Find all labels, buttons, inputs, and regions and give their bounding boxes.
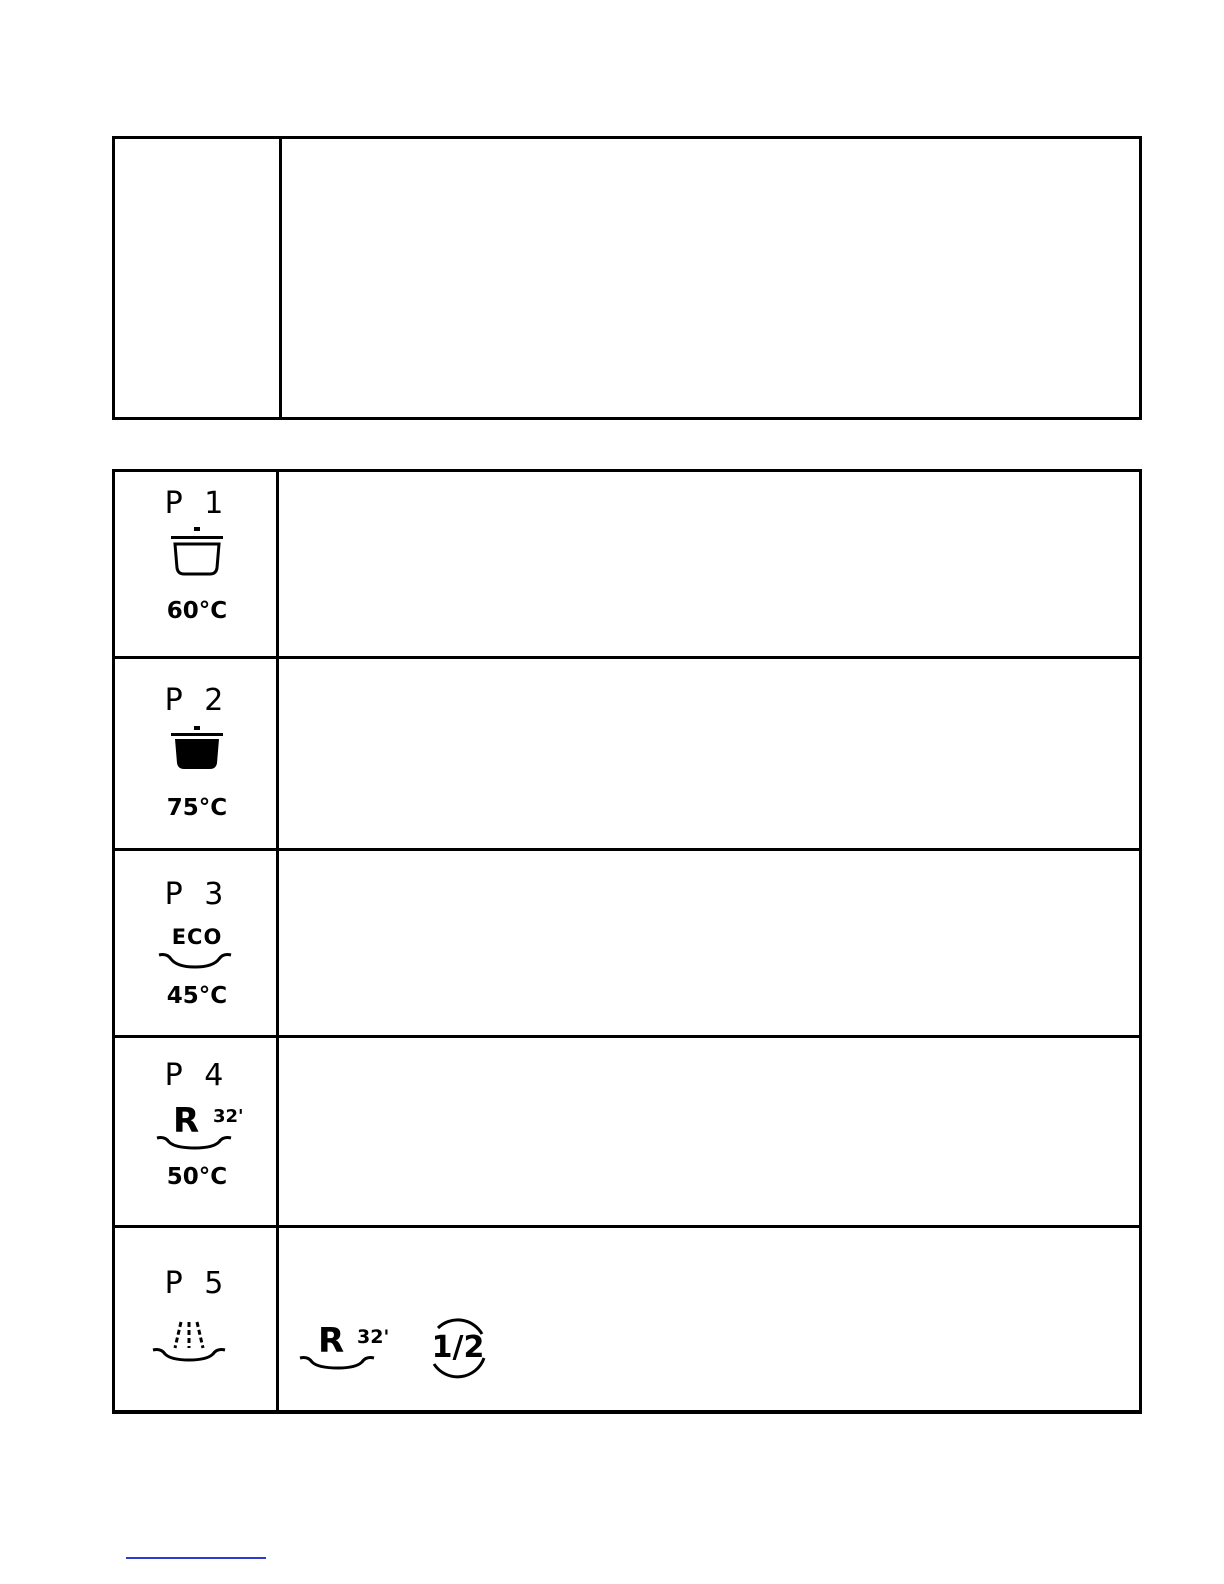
- program-label: P 2: [164, 683, 230, 718]
- program-row-p4: [115, 1038, 1139, 1228]
- program-row-p2: [115, 659, 1139, 851]
- program-description-cell: [282, 1038, 1139, 1225]
- program-temperature: 45°C: [166, 983, 228, 1009]
- program-symbol-cell: [115, 851, 279, 1035]
- program-label: P 5: [164, 1266, 230, 1301]
- program-row-p3: [115, 851, 1139, 1038]
- program-label: P 3: [164, 877, 230, 912]
- program-label: P 4: [164, 1058, 230, 1093]
- program-row-p1: [115, 472, 1139, 659]
- rapid-wave-icon: [155, 1132, 245, 1154]
- rapid-wave-icon: [298, 1352, 388, 1374]
- prewash-spray-icon: [151, 1316, 227, 1366]
- half-load-text: 1/2: [431, 1330, 485, 1365]
- header-table: [112, 136, 1142, 420]
- rapid-letter: R: [173, 1101, 200, 1141]
- eco-wave-icon: [157, 949, 233, 971]
- program-description-cell: [282, 1228, 1139, 1414]
- program-temperature: 60°C: [166, 598, 228, 624]
- rapid-time: 32': [213, 1106, 244, 1127]
- pot-filled-icon: [167, 723, 227, 779]
- program-temperature: 50°C: [166, 1164, 228, 1190]
- program-symbol-cell: [115, 659, 279, 848]
- program-table: [112, 469, 1142, 1414]
- program-symbol-cell: [115, 472, 279, 656]
- program-description-cell: [282, 659, 1139, 848]
- header-left-cell: [115, 139, 282, 417]
- footer-link-underline[interactable]: [126, 1557, 266, 1559]
- program-description-cell: [282, 851, 1139, 1035]
- program-label: P 1: [164, 486, 230, 521]
- pot-outline-icon: [167, 524, 227, 580]
- program-temperature: 75°C: [166, 795, 228, 821]
- program-symbol-cell: [115, 1038, 279, 1225]
- eco-text: ECO: [171, 925, 223, 949]
- option-rapid-letter: R: [318, 1321, 345, 1361]
- option-rapid-time: 32': [357, 1326, 390, 1348]
- program-description-cell: [282, 472, 1139, 656]
- program-symbol-cell: [115, 1228, 279, 1414]
- program-row-p5: [115, 1228, 1139, 1414]
